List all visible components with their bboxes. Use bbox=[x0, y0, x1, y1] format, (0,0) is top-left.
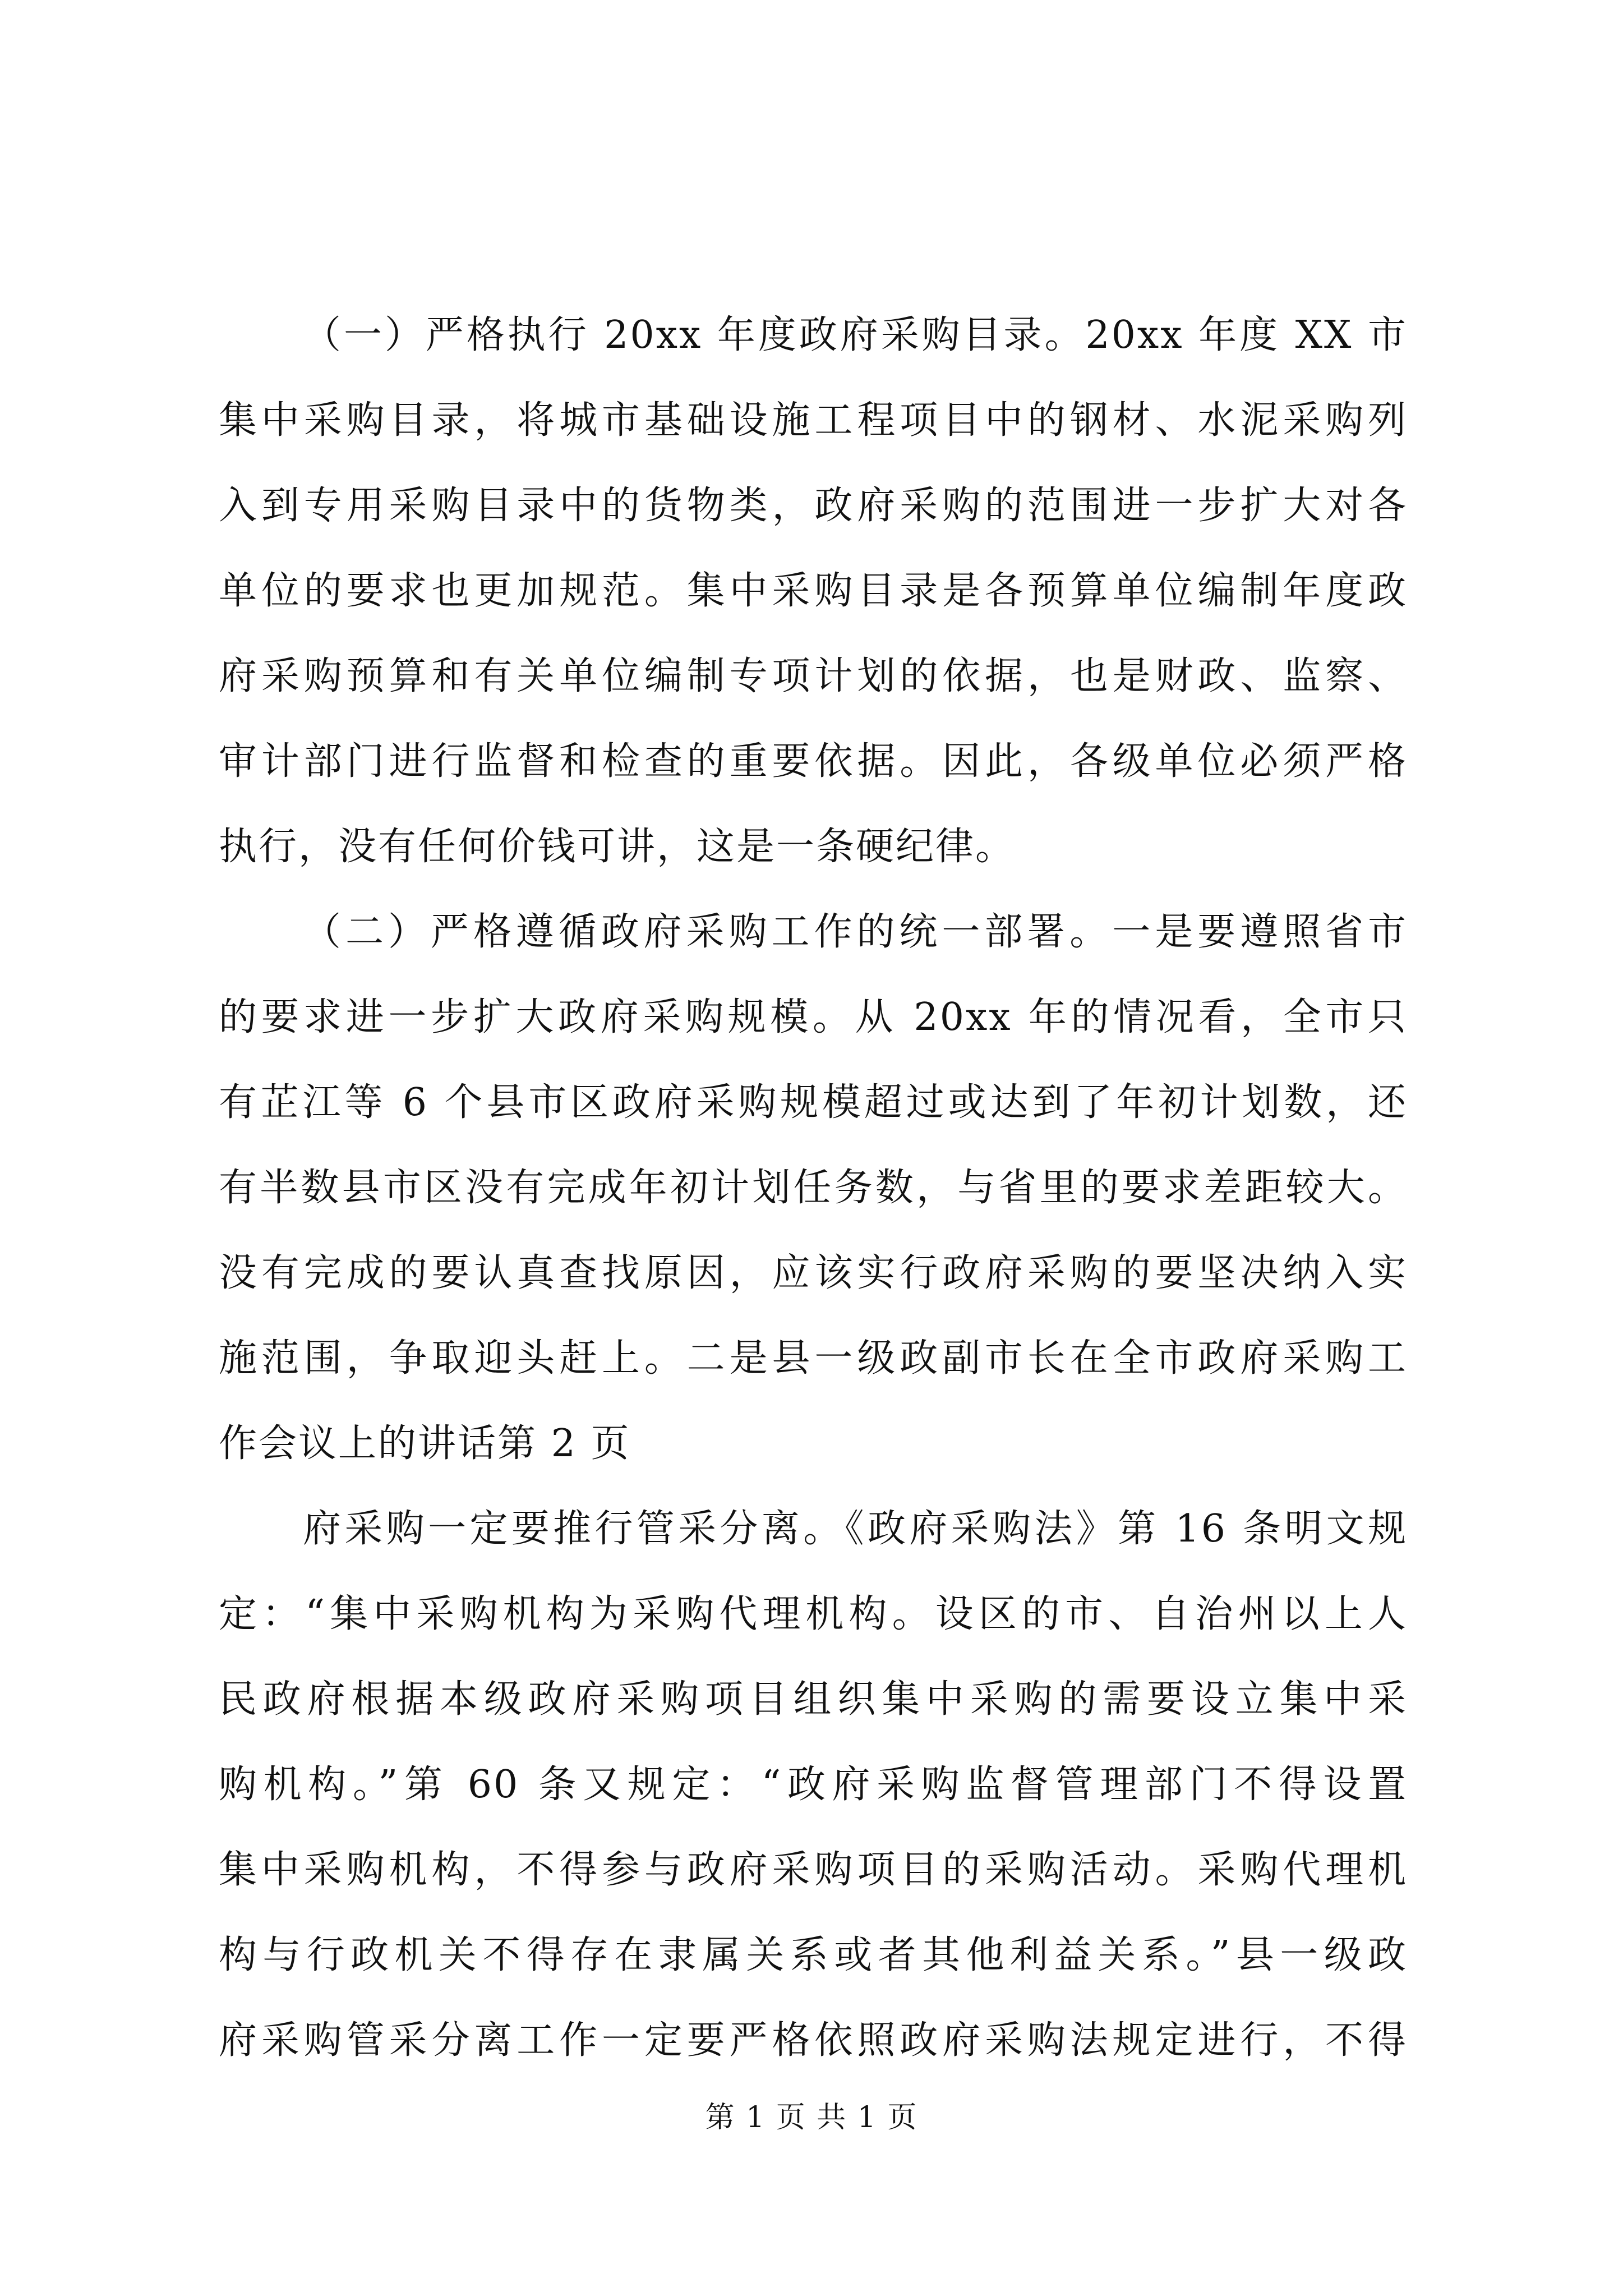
paragraph-2-line-2: 的要求进一步扩大政府采购规模。从 20xx 年的情况看，全市只 bbox=[219, 995, 1408, 1039]
paragraph-2-line-5: 没有完成的要认真查找原因，应该实行政府采购的要坚决纳入实 bbox=[219, 1251, 1408, 1295]
paragraph-3-line-4: 购机构。”第 60 条又规定：“政府采购监督管理部门不得设置 bbox=[219, 1763, 1408, 1807]
paragraph-3-line-1: 府采购一定要推行管采分离。《政府采购法》第 16 条明文规 bbox=[303, 1507, 1408, 1551]
paragraph-1-line-7: 执行，没有任何价钱可讲，这是一条硬纪律。 bbox=[219, 825, 1016, 869]
paragraph-1-line-3: 入到专用采购目录中的货物类，政府采购的范围进一步扩大对各 bbox=[219, 484, 1408, 528]
paragraph-1-line-6: 审计部门进行监督和检查的重要依据。因此，各级单位必须严格 bbox=[219, 739, 1408, 784]
paragraph-1-line-1: （一）严格执行 20xx 年度政府采购目录。20xx 年度 XX 市 bbox=[303, 313, 1408, 357]
paragraph-2-line-6: 施范围，争取迎头赶上。二是县一级政副市长在全市政府采购工 bbox=[219, 1336, 1408, 1381]
paragraph-1-line-4: 单位的要求也更加规范。集中采购目录是各预算单位编制年度政 bbox=[219, 569, 1408, 613]
paragraph-2-line-1: （二）严格遵循政府采购工作的统一部署。一是要遵照省市 bbox=[303, 910, 1408, 954]
paragraph-2-line-3: 有芷江等 6 个县市区政府采购规模超过或达到了年初计划数，还 bbox=[219, 1080, 1408, 1125]
paragraph-3-line-7: 府采购管采分离工作一定要严格依照政府采购法规定进行，不得 bbox=[219, 2018, 1408, 2063]
paragraph-3-line-3: 民政府根据本级政府采购项目组织集中采购的需要设立集中采 bbox=[219, 1677, 1408, 1722]
paragraph-3-line-5: 集中采购机构，不得参与政府采购项目的采购活动。采购代理机 bbox=[219, 1848, 1408, 1892]
paragraph-1-line-5: 府采购预算和有关单位编制专项计划的依据，也是财政、监察、 bbox=[219, 654, 1408, 698]
paragraph-3-line-2: 定：“集中采购机构为采购代理机构。设区的市、自治州以上人 bbox=[219, 1592, 1408, 1636]
page-footer: 第 1 页 共 1 页 bbox=[705, 2101, 918, 2134]
paragraph-2-line-7: 作会议上的讲话第 2 页 bbox=[219, 1421, 631, 1466]
paragraph-3-line-6: 构与行政机关不得存在隶属关系或者其他利益关系。”县一级政 bbox=[219, 1933, 1408, 1977]
paragraph-1-line-2: 集中采购目录，将城市基础设施工程项目中的钢材、水泥采购列 bbox=[219, 398, 1408, 443]
paragraph-2-line-4: 有半数县市区没有完成年初计划任务数，与省里的要求差距较大。 bbox=[219, 1166, 1408, 1210]
